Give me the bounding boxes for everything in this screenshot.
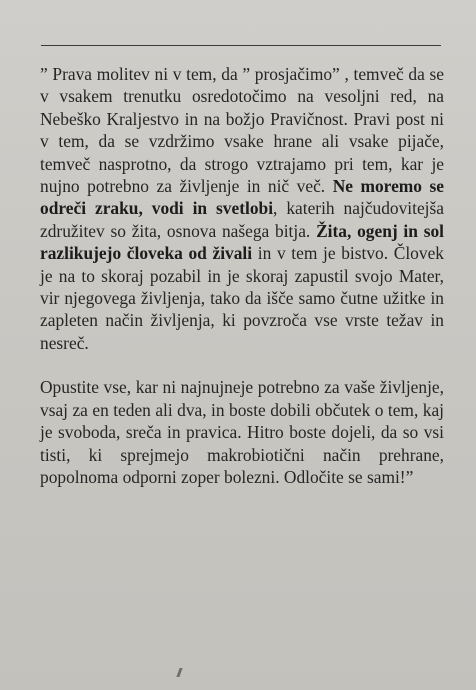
paragraph-1-text-a: ” Prava molitev ni v tem, da ” prosjačimo” , temveč da se v vsakem trenutku osredotočimo na vesoljni red, na Nebeško Kraljestvo in na božjo Pravičnost. Pravi post ni v tem, da se vzdržimo vsake hrane ali vsake pijače, temveč nasprotno, da strogo vztrajamo pri tem, kar je nujno potrebno za življenje in nič več.: [40, 64, 444, 197]
paragraph-1: [40, 63, 444, 354]
paragraph-2: Opustite vse, kar ni najnujneje potrebno za vaše življenje, vsaj za en teden ali dva, in boste dobili občutek o tem, kaj je svoboda, sreča in pravica. Hitro boste dojeli, da so vsi tisti, ki sprejmejo makrobiotični način prehrane, popolnoma odporni zoper bolezni. Odločite se sami!”: [40, 377, 444, 487]
paragraph-1-bold-b: Žita, ogenj in sol razlikujejo človeka od živali: [40, 220, 444, 264]
body-text: [40, 63, 444, 488]
paragraph-1-bold-a: Ne moremo se odreči zraku, vodi in svetlobi: [40, 176, 444, 219]
paragraph-1-text-c: in v tem je bistvo. Človek je na to skoraj pozabil in je skoraj zapustil svojo Mater, vir njegovega življenja, tako da išče samo čutne užitke in zapleten način življenja, ki povzroča vse vrste težav in nesreč.: [40, 243, 444, 353]
page-mark: [176, 668, 182, 677]
top-rule: [41, 45, 441, 46]
paragraph-1-text-b: , katerih najčudovitejša združitev so žita, osnova našega bitja.: [40, 198, 444, 241]
